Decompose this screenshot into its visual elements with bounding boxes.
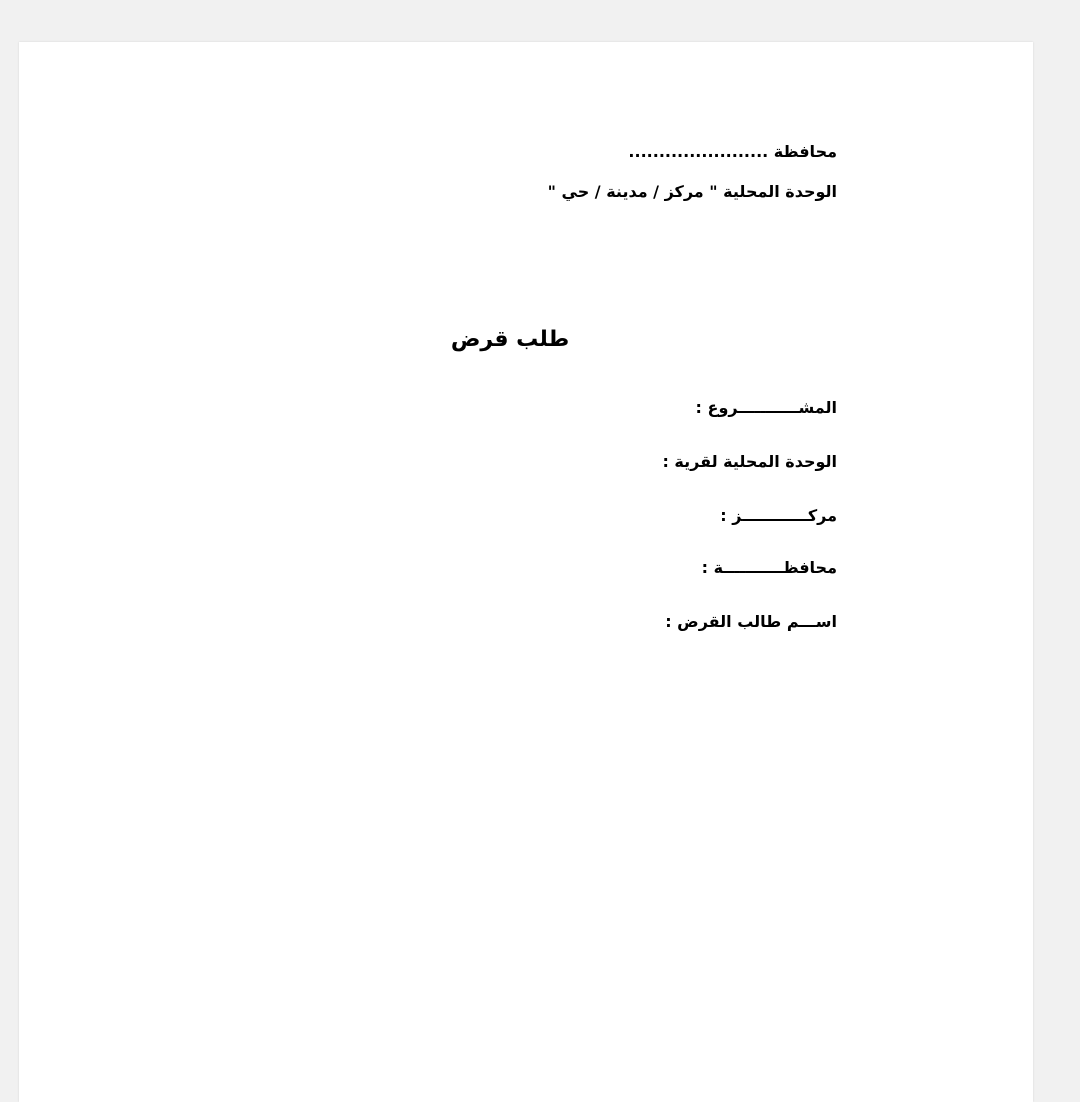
document-page — [19, 42, 1033, 1102]
field-project-label: المشـــــــــــروع : — [695, 398, 837, 417]
field-village-unit-label: الوحدة المحلية لقرية : — [662, 452, 837, 471]
field-applicant-name-label: اســـم طالب القرض : — [665, 612, 837, 631]
field-center-label: مركــــــــــــز : — [720, 506, 837, 525]
document-title: طلب قرض — [450, 327, 570, 352]
local-unit-header-line: الوحدة المحلية " مركز / مدينة / حي " — [547, 182, 837, 201]
field-governorate-label: محافظـــــــــــة : — [701, 558, 837, 577]
governorate-header-line: محافظة ....................... — [628, 142, 837, 161]
